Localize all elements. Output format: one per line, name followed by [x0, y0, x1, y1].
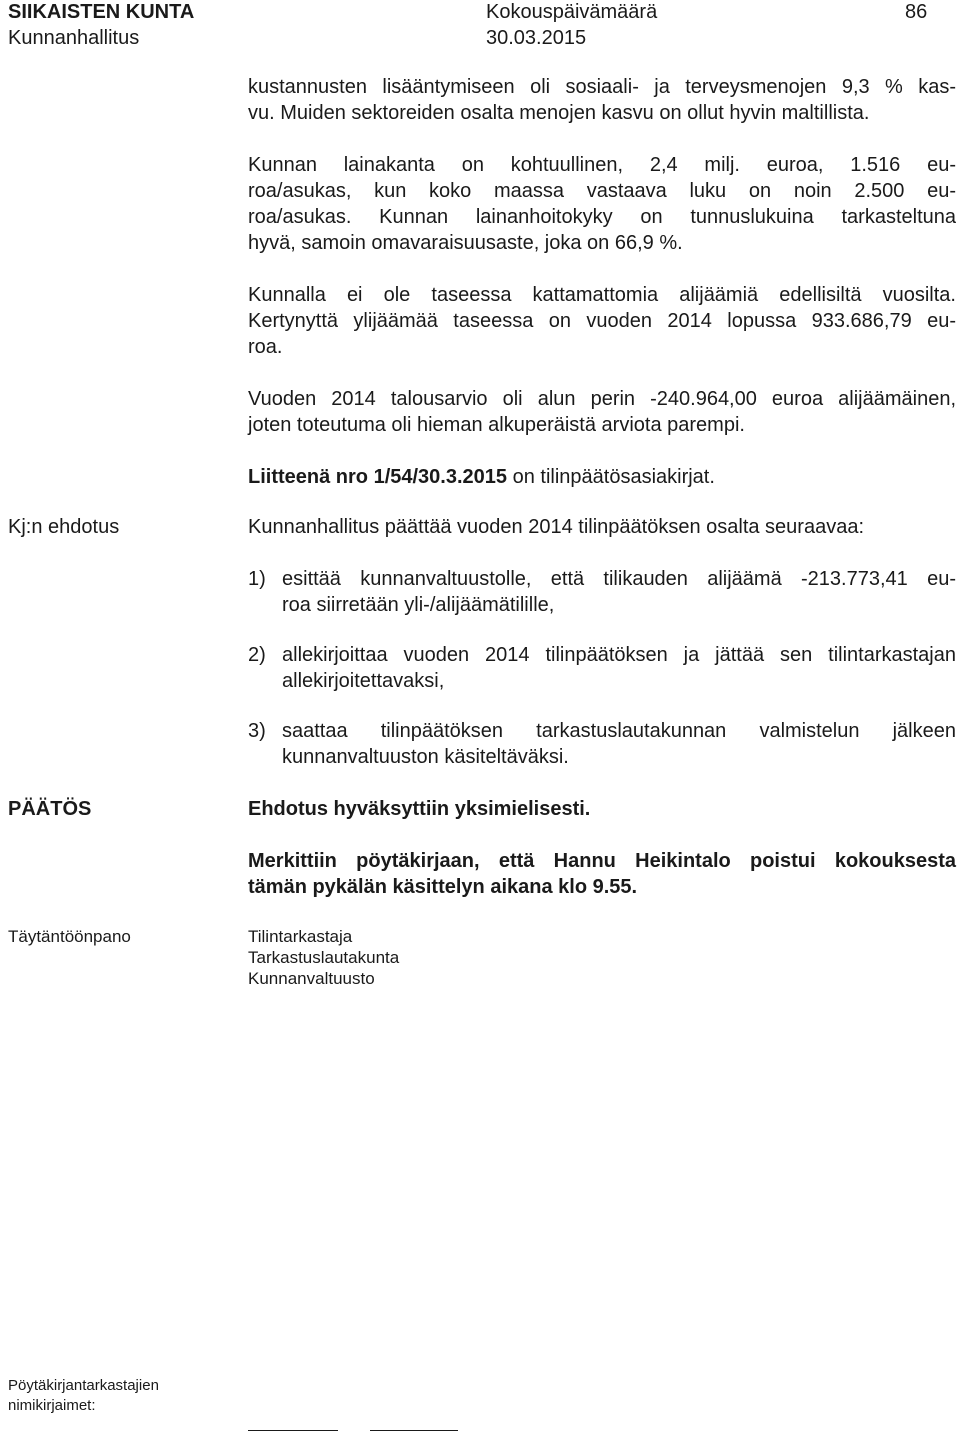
attachment-text: on tilinpäätösasiakirjat. — [507, 466, 715, 488]
proposal-label: Kj:n ehdotus — [8, 516, 120, 538]
footer-label-line: Pöytäkirjantarkastajien — [8, 1377, 159, 1394]
text-line: roa/asukas. Kunnan lainanhoitokyky on tunnuslukuina tarkasteltuna — [248, 206, 956, 228]
text-line: allekirjoitettavaksi, — [282, 670, 445, 692]
text-line: esittää kunnanvaltuustolle, että tilikauden alijäämä -213.773,41 eu- — [282, 568, 956, 590]
item-number: 1) — [248, 568, 266, 590]
paragraph-costs — [248, 74, 956, 126]
text-line: tämän pykälän käsittelyn aikana klo 9.55. — [248, 876, 638, 898]
footer-label — [8, 1376, 159, 1416]
body-name: Kunnanhallitus — [8, 27, 140, 49]
text-line: Vuoden 2014 talousarvio oli alun perin -240.964,00 euroa alijäämäinen, — [248, 388, 956, 410]
text-line: roa. — [248, 336, 283, 358]
paragraph-surplus — [248, 282, 956, 360]
text-line: kunnanvaltuuston käsiteltäväksi. — [282, 746, 569, 768]
municipality-name: SIIKAISTEN KUNTA — [8, 1, 195, 23]
date-label: Kokouspäivämäärä — [486, 1, 658, 23]
decision-label: PÄÄTÖS — [8, 798, 92, 820]
item-number: 2) — [248, 644, 266, 666]
recipient-item: Tarkastuslautakunta — [248, 948, 400, 967]
text-line: joten toteutuma oli hieman alkuperäistä arviota parempi. — [248, 414, 745, 436]
paragraph-attachment — [248, 464, 956, 490]
proposal-intro: Kunnanhallitus päättää vuoden 2014 tilinpäätöksen osalta seuraavaa: — [248, 516, 865, 538]
text-line: kustannusten lisääntymiseen oli sosiaali- ja terveysmenojen 9,3 % kas- — [248, 76, 956, 98]
page-number: 86 — [905, 1, 928, 23]
execution-recipients — [248, 926, 399, 989]
decision-note — [248, 848, 956, 900]
recipient-item: Tilintarkastaja — [248, 927, 353, 946]
signature-line — [248, 1430, 338, 1431]
text-line: Kunnalla ei ole taseessa kattamattomia alijäämiä edellisiltä vuosilta. — [248, 284, 956, 306]
execution-label: Täytäntöönpano — [8, 927, 131, 946]
signature-line — [370, 1430, 458, 1431]
text-line: Kunnan lainakanta on kohtuullinen, 2,4 milj. euroa, 1.516 eu- — [248, 154, 956, 176]
text-line: roa/asukas, kun koko maassa vastaava luku on noin 2.500 eu- — [248, 180, 956, 202]
attachment-reference: Liitteenä nro 1/54/30.3.2015 — [248, 466, 508, 488]
text-line: Merkittiin pöytäkirjaan, että Hannu Heikintalo poistui kokouksesta — [248, 850, 956, 872]
meeting-date: 30.03.2015 — [486, 27, 587, 49]
recipient-item: Kunnanvaltuusto — [248, 969, 375, 988]
text-line: allekirjoittaa vuoden 2014 tilinpäätöksen ja jättää sen tilintarkastajan — [282, 644, 956, 666]
text-line: saattaa tilinpäätöksen tarkastuslautakunnan valmistelun jälkeen — [282, 720, 956, 742]
text-line: Kertynyttä ylijäämää taseessa on vuoden 2014 lopussa 933.686,79 eu- — [248, 310, 956, 332]
item-number: 3) — [248, 720, 266, 742]
paragraph-loans — [248, 152, 956, 256]
footer-label-line: nimikirjaimet: — [8, 1397, 96, 1414]
text-line: hyvä, samoin omavaraisuusaste, joka on 66,9 %. — [248, 232, 683, 254]
text-line: vu. Muiden sektoreiden osalta menojen kasvu on ollut hyvin maltillista. — [248, 102, 870, 124]
paragraph-budget — [248, 386, 956, 438]
text-line: roa siirretään yli-/alijäämätilille, — [282, 594, 555, 616]
decision-text: Ehdotus hyväksyttiin yksimielisesti. — [248, 798, 591, 820]
